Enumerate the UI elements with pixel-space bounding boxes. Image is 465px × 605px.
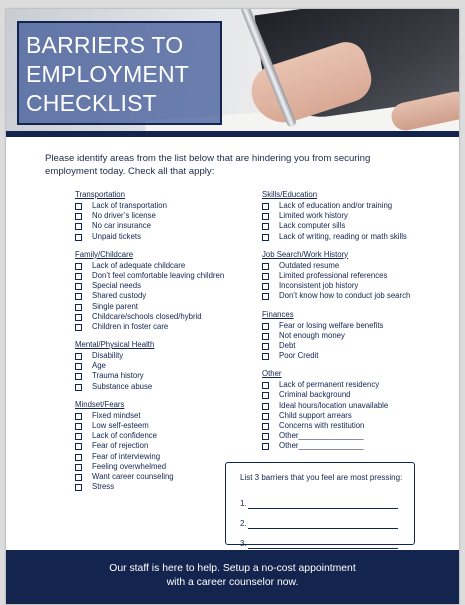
checklist-item[interactable]: [262, 341, 452, 351]
header-divider: [6, 131, 459, 137]
pressing-barriers-title: List 3 barriers that you feel are most pressing:: [240, 473, 403, 482]
blank-line[interactable]: [248, 548, 398, 549]
checklist-item-label: Other_______________: [279, 441, 364, 451]
checklist-item-label: Lack of adequate childcare: [92, 260, 186, 270]
page-title-line-2: EMPLOYMENT: [26, 61, 190, 87]
checklist-item[interactable]: [75, 351, 255, 361]
footer-banner: [6, 550, 459, 604]
section-other: [262, 369, 452, 451]
checkbox[interactable]: [75, 304, 82, 311]
checklist-item-label: Lack computer sills: [279, 221, 346, 231]
checklist-item[interactable]: [75, 281, 255, 291]
checkbox[interactable]: [75, 223, 82, 230]
checkbox[interactable]: [75, 484, 82, 491]
checklist-item[interactable]: [75, 371, 255, 381]
checklist-item-label: Feeling overwhelmed: [92, 461, 167, 471]
checklist-item[interactable]: [262, 390, 452, 400]
checklist-item[interactable]: [262, 281, 452, 291]
checklist-item[interactable]: [75, 211, 255, 221]
section-finances: [262, 310, 452, 362]
checklist-item[interactable]: [75, 201, 255, 211]
checklist-item[interactable]: [75, 411, 255, 421]
checkbox[interactable]: [262, 203, 269, 210]
page-title-line-3: CHECKLIST: [26, 90, 157, 116]
title-box: [17, 21, 222, 125]
pressing-barriers-box: [225, 462, 415, 548]
checkbox[interactable]: [262, 213, 269, 220]
checkbox[interactable]: [262, 392, 269, 399]
section-heading: Mindset/Fears: [75, 399, 125, 409]
checklist-item-label: Fear of rejection: [92, 441, 149, 451]
checklist-item-label: Lack of writing, reading or math skills: [279, 231, 407, 241]
checklist-item[interactable]: [262, 321, 452, 331]
right-column: [262, 190, 452, 460]
footer-line-1: Our staff is here to help. Setup a no-cost appointment: [109, 563, 356, 574]
section-heading: Finances: [262, 309, 294, 319]
checklist-item-label: Fear of interviewing: [92, 451, 161, 461]
checklist-item-label: Not enough money: [279, 330, 345, 340]
checklist-item-label: Shared custody: [92, 291, 147, 301]
checklist-item[interactable]: [75, 221, 255, 231]
checkbox[interactable]: [75, 283, 82, 290]
checklist-item[interactable]: [75, 431, 255, 441]
checkbox[interactable]: [75, 213, 82, 220]
checklist-item-label: Unpaid tickets: [92, 231, 141, 241]
checklist-item[interactable]: [75, 322, 255, 332]
checkbox[interactable]: [75, 433, 82, 440]
checklist-item-label: Other_______________: [279, 431, 364, 441]
pressing-number: 2.: [240, 519, 247, 528]
pressing-number: 3.: [240, 539, 247, 548]
footer-line-2: with a career counselor now.: [166, 577, 299, 588]
checklist-item[interactable]: [262, 271, 452, 281]
checkbox[interactable]: [75, 413, 82, 420]
checklist-item[interactable]: [262, 411, 452, 421]
blank-line[interactable]: [248, 528, 398, 529]
checklist-item-label: Outdated resume: [279, 260, 340, 270]
checklist-item[interactable]: [262, 232, 452, 242]
checkbox[interactable]: [75, 464, 82, 471]
checklist-item[interactable]: [262, 211, 452, 221]
checkbox[interactable]: [75, 263, 82, 270]
checklist-item-label: Lack of transportation: [92, 201, 167, 210]
checklist-item-label: Lack of permanent residency: [279, 380, 380, 390]
checklist-item[interactable]: [75, 421, 255, 431]
checkbox[interactable]: [75, 234, 82, 241]
checkbox[interactable]: [75, 324, 82, 331]
checkbox[interactable]: [262, 353, 269, 360]
checklist-item[interactable]: [75, 452, 255, 462]
section-skills-education: [262, 190, 452, 242]
section-job-search-work-history: [262, 250, 452, 302]
checklist-item-label: Single parent: [92, 301, 138, 311]
checklist-item[interactable]: [75, 291, 255, 301]
checklist-item-label: Disability: [92, 351, 124, 361]
checklist-item[interactable]: [262, 291, 452, 301]
checklist-item-label: Limited work history: [279, 211, 348, 221]
checklist-item-label: No car insurance: [92, 221, 151, 231]
checklist-item-label: Inconsistent job history: [279, 281, 359, 291]
checklist-item-label: Criminal background: [279, 390, 351, 400]
checklist-item[interactable]: [75, 361, 255, 371]
checklist-item-label: Ideal hours/location unavailable: [279, 400, 389, 410]
checklist-item[interactable]: [262, 421, 452, 431]
checklist-item-label: Lack of confidence: [92, 431, 158, 441]
checklist-item-label: Limited professional references: [279, 270, 388, 280]
blank-line[interactable]: [248, 508, 398, 509]
checkbox[interactable]: [75, 373, 82, 380]
checkbox[interactable]: [262, 234, 269, 241]
checkbox[interactable]: [262, 293, 269, 300]
checklist-item-label: Substance abuse: [92, 381, 153, 391]
section-heading: Transportation: [75, 190, 125, 199]
checkbox[interactable]: [75, 273, 82, 280]
checklist-item-label: Debt: [279, 340, 296, 350]
checkbox[interactable]: [75, 384, 82, 391]
checklist-item-label: Don’t feel comfortable leaving children: [92, 270, 225, 280]
checkbox[interactable]: [262, 423, 269, 430]
section-heading: Job Search/Work History: [262, 249, 349, 259]
checklist-item[interactable]: [262, 380, 452, 390]
checklist-item[interactable]: [262, 221, 452, 231]
checkbox[interactable]: [75, 203, 82, 210]
checkbox[interactable]: [75, 443, 82, 450]
checklist-item[interactable]: [262, 351, 452, 361]
checkbox[interactable]: [262, 323, 269, 330]
checklist-item-label: Trauma history: [92, 371, 144, 381]
section-heading: Skills/Education: [262, 190, 318, 199]
checkbox[interactable]: [262, 333, 269, 340]
checklist-item-label: Stress: [92, 482, 115, 492]
checklist-item[interactable]: [262, 261, 452, 271]
section-heading: Other: [262, 369, 282, 379]
section-transportation: [75, 190, 255, 242]
checkbox[interactable]: [262, 443, 269, 450]
checklist-item[interactable]: [262, 331, 452, 341]
checkbox[interactable]: [75, 363, 82, 370]
checklist-item[interactable]: [75, 302, 255, 312]
checklist-item-label: Children in foster care: [92, 321, 169, 331]
left-column: [75, 190, 255, 500]
checklist-item-label: Special needs: [92, 281, 141, 291]
section-family-childcare: [75, 250, 255, 332]
checklist-item-label: Child support arrears: [279, 410, 352, 420]
checkbox[interactable]: [262, 263, 269, 270]
checklist-item[interactable]: [262, 431, 452, 441]
checklist-item[interactable]: [75, 441, 255, 451]
checklist-item-label: Fixed mindset: [92, 410, 141, 420]
checklist-item-label: Low self-esteem: [92, 421, 149, 430]
section-heading: Family/Childcare: [75, 249, 134, 259]
checkbox[interactable]: [262, 273, 269, 280]
pressing-number: 1.: [240, 499, 247, 508]
checkbox[interactable]: [262, 382, 269, 389]
header-photo: [6, 9, 459, 137]
checkbox[interactable]: [75, 474, 82, 481]
checkbox[interactable]: [75, 423, 82, 430]
checklist-item-label: Lack of education and/or training: [279, 201, 393, 210]
checklist-item-label: No driver’s license: [92, 211, 156, 221]
section-mental-physical-health: [75, 340, 255, 392]
checklist-page: [6, 9, 459, 604]
checklist-item[interactable]: [75, 232, 255, 242]
checkbox[interactable]: [75, 293, 82, 300]
checklist-item[interactable]: [262, 201, 452, 211]
checklist-item[interactable]: [75, 312, 255, 322]
checklist-item-label: Don’t know how to conduct job search: [279, 291, 411, 301]
checklist-item[interactable]: [75, 261, 255, 271]
checklist-item[interactable]: [75, 382, 255, 392]
checkbox[interactable]: [262, 413, 269, 420]
section-heading: Mental/Physical Health: [75, 340, 155, 350]
checklist-item-label: Fear or losing welfare benefits: [279, 320, 384, 330]
checklist-item[interactable]: [75, 271, 255, 281]
checkbox[interactable]: [75, 353, 82, 360]
checklist-item-label: Childcare/schools closed/hybrid: [92, 311, 202, 321]
checklist-item[interactable]: [262, 401, 452, 411]
checklist-item-label: Want career counseling: [92, 471, 174, 481]
checkbox[interactable]: [262, 223, 269, 230]
checkbox[interactable]: [75, 314, 82, 321]
checklist-item-label: Concerns with restitution: [279, 421, 365, 430]
checkbox[interactable]: [75, 454, 82, 461]
checkbox[interactable]: [262, 343, 269, 350]
checklist-item[interactable]: [262, 441, 452, 451]
intro-text: Please identify areas from the list below that are hindering you from securing employment today. Check all that apply:: [45, 153, 371, 177]
checkbox[interactable]: [262, 283, 269, 290]
checklist-item-label: Age: [92, 361, 106, 371]
checkbox[interactable]: [262, 433, 269, 440]
page-title-line-1: BARRIERS TO: [26, 32, 184, 58]
checkbox[interactable]: [262, 403, 269, 410]
checklist-item-label: Poor Credit: [279, 351, 319, 361]
